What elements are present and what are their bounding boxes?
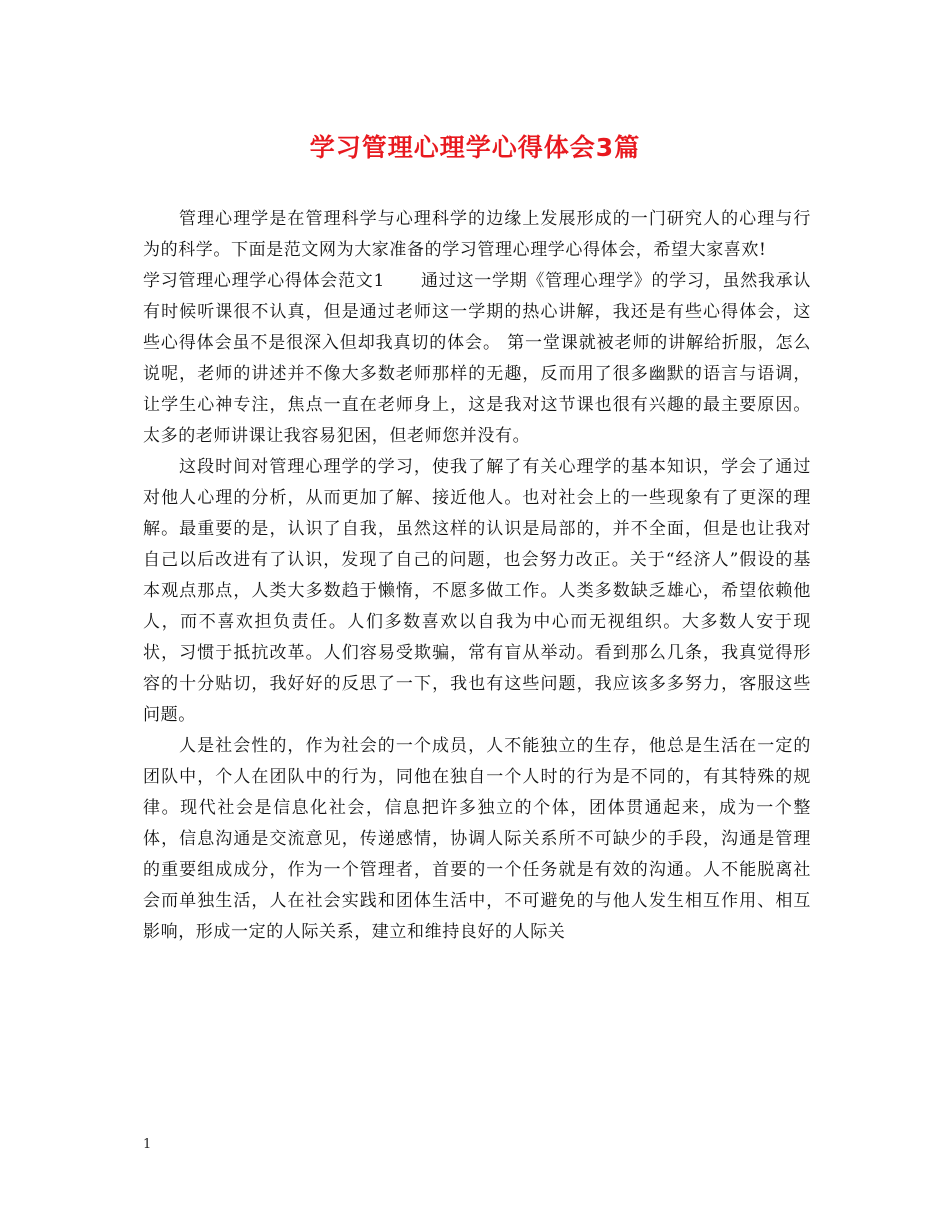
body-paragraph: 这段时间对管理心理学的学习，使我了解了有关心理学的基本知识，学会了通过对他人心理的分析，从而更加了解、接近他人。也对社会上的一些现象有了更深的理解。最重要的是，认识了自我，虽然这样的认识是局部的，并不全面，但是也让我对自己以后改进有了认识，发现了自己的问题，也会努力改正。关于“经济人”假设的基本观点那点，人类大多数趋于懒惰，不愿多做工作。人类多数缺乏雄心，希望依赖他人，而不喜欢担负责任。人们多数喜欢以自我为中心而无视组织。大多数人安于现状，习惯于抵抗改革。人们容易受欺骗，常有盲从举动。看到那么几条，我真觉得形容的十分贴切，我好好的反思了一下，我也有这些问题，我应该多多努力，客服这些问题。 <box>143 457 811 725</box>
document-body <box>143 204 811 948</box>
sample-heading: 学习管理心理学心得体会范文1 <box>143 271 385 291</box>
page-title: 学习管理心理学心得体会3篇 <box>309 133 641 162</box>
sample-text: 通过这一学期《管理心理学》的学习，虽然我承认有时候听课很不认真，但是通过老师这一学期的热心讲解，我还是有些心得体会，这些心得体会虽不是很深入但却我真切的体会。 第一堂课就被老师的讲解给折服，怎么说呢，老师的讲述并不像大多数老师那样的无趣，反而用了很多幽默的语言与语调，让学生心神专注，焦点一直在老师身上，这是我对这节课也很有兴趣的最主要原因。太多的老师讲课让我容易犯困，但老师您并没有。 <box>143 271 811 446</box>
sample-paragraph <box>143 266 811 452</box>
intro-paragraph: 管理心理学是在管理科学与心理科学的边缘上发展形成的一门研究人的心理与行为的科学。下面是范文网为大家准备的学习管理心理学心得体会，希望大家喜欢! <box>143 209 811 260</box>
page-number: 1 <box>143 1137 152 1152</box>
body-paragraph: 人是社会性的，作为社会的一个成员，人不能独立的生存，他总是生活在一定的团队中，个人在团队中的行为，同他在独自一个人时的行为是不同的，有其特殊的规律。现代社会是信息化社会，信息把许多独立的个体，团体贯通起来，成为一个整体，信息沟通是交流意见，传递感情，协调人际关系所不可缺少的手段，沟通是管理的重要组成成分，作为一个管理者，首要的一个任务就是有效的沟通。人不能脱离社会而单独生活，人在社会实践和团体生活中，不可避免的与他人发生相互作用、相互影响，形成一定的人际关系，建立和维持良好的人际关 <box>143 736 811 942</box>
